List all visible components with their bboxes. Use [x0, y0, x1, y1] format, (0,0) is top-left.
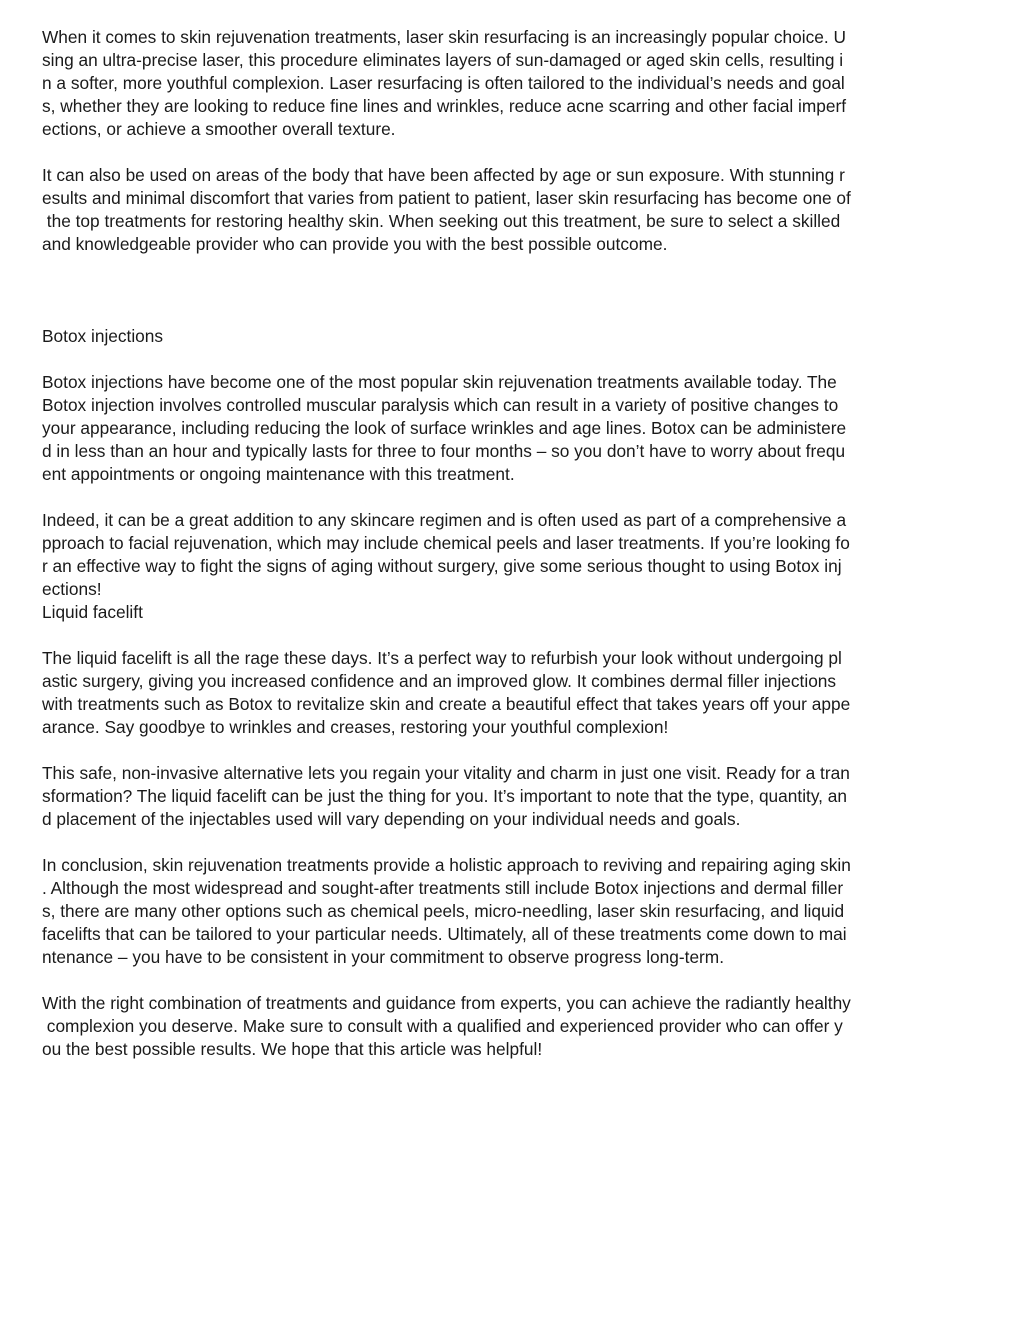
- text-line: s, whether they are looking to reduce fine lines and wrinkles, reduce acne scarring and other facial imperf: [42, 96, 847, 116]
- paragraph-spacer: [42, 739, 984, 762]
- text-line: . Although the most widespread and sought-after treatments still include Botox injections and dermal filler: [42, 878, 844, 898]
- paragraph-spacer: [42, 624, 984, 647]
- paragraph-spacer: [42, 486, 984, 509]
- text-line: The liquid facelift is all the rage these days. It’s a perfect way to refurbish your look without undergoing pl: [42, 648, 842, 668]
- text-line: with treatments such as Botox to revitalize skin and create a beautiful effect that takes years off your appe: [42, 694, 851, 714]
- paragraph-facelift-intro: [42, 647, 984, 739]
- text-line: When it comes to skin rejuvenation treatments, laser skin resurfacing is an increasingly popular choice. U: [42, 27, 846, 47]
- text-line: ntenance – you have to be consistent in your commitment to observe progress long-term.: [42, 947, 725, 967]
- text-line: s, there are many other options such as chemical peels, micro-needling, laser skin resurfacing, and liquid: [42, 901, 845, 921]
- paragraph-closing: [42, 992, 984, 1061]
- paragraph-botox-intro: [42, 371, 984, 486]
- text-line: Indeed, it can be a great addition to any skincare regimen and is often used as part of a comprehensive a: [42, 510, 847, 530]
- text-line: arance. Say goodbye to wrinkles and creases, restoring your youthful complexion!: [42, 717, 669, 737]
- section-heading-facelift: Liquid facelift: [42, 602, 143, 622]
- paragraph-botox-body: [42, 509, 984, 601]
- text-line: With the right combination of treatments and guidance from experts, you can achieve the radiantly healthy: [42, 993, 851, 1013]
- paragraph-spacer: [42, 141, 984, 164]
- text-line: your appearance, including reducing the look of surface wrinkles and age lines. Botox can be administere: [42, 418, 847, 438]
- text-line: facelifts that can be tailored to your particular needs. Ultimately, all of these treatments come down to mai: [42, 924, 847, 944]
- text-line: complexion you deserve. Make sure to consult with a qualified and experienced provider who can offer y: [42, 1016, 843, 1036]
- text-line: Botox injection involves controlled muscular paralysis which can result in a variety of positive changes to: [42, 395, 839, 415]
- text-line: astic surgery, giving you increased confidence and an improved glow. It combines dermal filler injections: [42, 671, 837, 691]
- text-line: In conclusion, skin rejuvenation treatments provide a holistic approach to reviving and repairing aging skin: [42, 855, 851, 875]
- paragraph-facelift-body: [42, 762, 984, 831]
- text-line: and knowledgeable provider who can provide you with the best possible outcome.: [42, 234, 668, 254]
- text-line: the top treatments for restoring healthy skin. When seeking out this treatment, be sure to select a skilled: [42, 211, 841, 231]
- text-line: d placement of the injectables used will vary depending on your individual needs and goals.: [42, 809, 741, 829]
- text-line: esults and minimal discomfort that varies from patient to patient, laser skin resurfacing has become one of: [42, 188, 851, 208]
- paragraph-spacer: [42, 969, 984, 992]
- text-line: r an effective way to fight the signs of aging without surgery, give some serious thought to using Botox inj: [42, 556, 842, 576]
- text-line: sing an ultra-precise laser, this procedure eliminates layers of sun-damaged or aged skin cells, resulting i: [42, 50, 844, 70]
- text-line: ections!: [42, 579, 102, 599]
- paragraph-laser-body: [42, 164, 984, 256]
- text-line: It can also be used on areas of the body that have been affected by age or sun exposure. With stunning r: [42, 165, 845, 185]
- paragraph-laser-intro: [42, 26, 984, 141]
- paragraph-spacer: [42, 831, 984, 854]
- text-line: n a softer, more youthful complexion. Laser resurfacing is often tailored to the individual’s needs and goal: [42, 73, 845, 93]
- text-line: ou the best possible results. We hope that this article was helpful!: [42, 1039, 543, 1059]
- text-line: pproach to facial rejuvenation, which may include chemical peels and laser treatments. If you’re looking fo: [42, 533, 850, 553]
- text-line: d in less than an hour and typically lasts for three to four months – so you don’t have to worry about frequ: [42, 441, 846, 461]
- section-heading-botox: Botox injections: [42, 326, 164, 346]
- text-line: ent appointments or ongoing maintenance with this treatment.: [42, 464, 515, 484]
- text-line: Botox injections have become one of the most popular skin rejuvenation treatments available today. The: [42, 372, 837, 392]
- text-line: ections, or achieve a smoother overall texture.: [42, 119, 396, 139]
- paragraph-conclusion: [42, 854, 984, 969]
- document-page: [42, 26, 984, 1061]
- text-line: sformation? The liquid facelift can be just the thing for you. It’s important to note that the type, quantity, an: [42, 786, 848, 806]
- paragraph-spacer: [42, 348, 984, 371]
- text-line: This safe, non-invasive alternative lets you regain your vitality and charm in just one visit. Ready for a tran: [42, 763, 850, 783]
- section-spacer: [42, 256, 984, 325]
